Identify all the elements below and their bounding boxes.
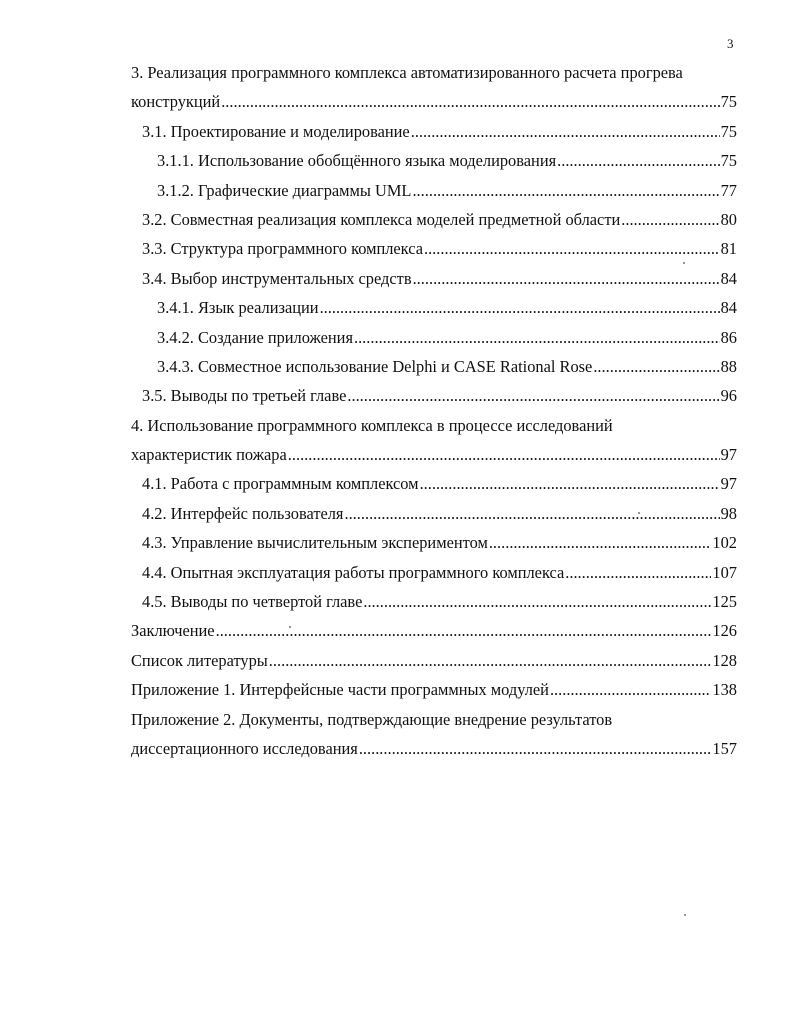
dot-leader bbox=[288, 440, 720, 469]
toc-entry-title: 4.5. Выводы по четвертой главе bbox=[142, 592, 363, 612]
toc-entry bbox=[131, 469, 737, 498]
toc-entry-page: 81 bbox=[720, 239, 737, 259]
toc-entry-page: 75 bbox=[720, 92, 737, 112]
toc-entry bbox=[131, 117, 737, 146]
page-number: 3 bbox=[727, 36, 734, 51]
dot-leader bbox=[216, 616, 712, 645]
dot-leader bbox=[550, 675, 711, 704]
toc-entry-title: 3.1.1. Использование обобщённого языка моделирования bbox=[157, 151, 557, 171]
dot-leader bbox=[411, 117, 720, 146]
toc-entry bbox=[131, 558, 737, 587]
toc-entry bbox=[131, 264, 737, 293]
toc-entry-page: 125 bbox=[712, 592, 737, 612]
dot-leader bbox=[320, 293, 720, 322]
toc-entry-title: 3.1.2. Графические диаграммы UML bbox=[157, 180, 412, 200]
toc-entry-page: 126 bbox=[712, 621, 737, 641]
toc-entry-title: Заключение bbox=[131, 621, 215, 641]
table-of-contents bbox=[131, 58, 737, 763]
toc-entry-title: конструкций bbox=[131, 92, 221, 112]
toc-entry-title: 4.3. Управление вычислительным экспериментом bbox=[142, 533, 488, 553]
toc-entry-title: Список литературы bbox=[131, 650, 268, 670]
dot-leader bbox=[412, 176, 719, 205]
toc-entry-page: 80 bbox=[720, 209, 737, 229]
toc-entry-page: 102 bbox=[712, 533, 737, 553]
toc-entry bbox=[131, 381, 737, 410]
toc-entry-page: 84 bbox=[720, 298, 737, 318]
dot-leader bbox=[354, 323, 720, 352]
toc-entry bbox=[131, 146, 737, 175]
dot-leader bbox=[557, 146, 719, 175]
toc-entry-page: 86 bbox=[720, 327, 737, 347]
dot-leader bbox=[221, 87, 719, 116]
dot-leader bbox=[359, 734, 712, 763]
toc-entry-title: 3. Реализация программного комплекса автоматизированного расчета прогрева bbox=[131, 63, 683, 82]
toc-entry-page: 128 bbox=[712, 650, 737, 670]
toc-entry-title: 4. Использование программного комплекса в процессе исследований bbox=[131, 415, 613, 435]
toc-entry-page: 97 bbox=[720, 445, 737, 465]
toc-entry bbox=[131, 176, 737, 205]
dot-leader bbox=[593, 352, 719, 381]
toc-entry-title: Приложение 1. Интерфейсные части программных модулей bbox=[131, 680, 549, 700]
toc-entry bbox=[131, 58, 737, 87]
toc-entry-title: 4.1. Работа с программным комплексом bbox=[142, 474, 419, 494]
toc-entry bbox=[131, 705, 737, 734]
toc-entry-page: 96 bbox=[720, 386, 737, 406]
toc-entry bbox=[131, 293, 737, 322]
toc-entry-page: 157 bbox=[712, 738, 737, 758]
toc-entry bbox=[131, 205, 737, 234]
toc-entry-title: 3.4.3. Совместное использование Delphi и CASE Rational Rose bbox=[157, 356, 593, 376]
dot-leader bbox=[420, 469, 720, 498]
toc-entry bbox=[131, 323, 737, 352]
scan-speck bbox=[683, 262, 685, 264]
toc-entry bbox=[131, 411, 737, 440]
toc-entry-title: диссертационного исследования bbox=[131, 738, 358, 758]
dot-leader bbox=[424, 234, 720, 263]
toc-entry-title: характеристик пожара bbox=[131, 445, 287, 465]
toc-entry-page: 97 bbox=[720, 474, 737, 494]
dot-leader bbox=[269, 646, 712, 675]
dot-leader bbox=[347, 381, 719, 410]
toc-entry bbox=[131, 528, 737, 557]
dot-leader bbox=[565, 558, 711, 587]
toc-entry-title: 3.4.2. Создание приложения bbox=[157, 327, 353, 347]
toc-entry-page: 75 bbox=[720, 151, 737, 171]
dot-leader bbox=[413, 264, 720, 293]
toc-entry bbox=[131, 734, 737, 763]
toc-entry-page: 88 bbox=[720, 356, 737, 376]
toc-entry bbox=[131, 675, 737, 704]
toc-entry-page: 107 bbox=[712, 562, 737, 582]
scan-speck bbox=[289, 626, 291, 628]
toc-entry bbox=[131, 499, 737, 528]
toc-entry-page: 75 bbox=[720, 121, 737, 141]
dot-leader bbox=[363, 587, 711, 616]
toc-entry-page: 77 bbox=[720, 180, 737, 200]
toc-entry-title: 3.5. Выводы по третьей главе bbox=[142, 386, 347, 406]
toc-entry-title: 3.4. Выбор инструментальных средств bbox=[142, 268, 412, 288]
toc-entry bbox=[131, 587, 737, 616]
toc-entry bbox=[131, 87, 737, 116]
toc-entry bbox=[131, 440, 737, 469]
dot-leader bbox=[621, 205, 719, 234]
toc-entry-title: 3.4.1. Язык реализации bbox=[157, 298, 319, 318]
toc-entry-title: 3.1. Проектирование и моделирование bbox=[142, 121, 410, 141]
scan-speck bbox=[684, 914, 686, 916]
toc-entry-title: 3.2. Совместная реализация комплекса моделей предметной области bbox=[142, 209, 621, 229]
scan-speck bbox=[638, 512, 640, 514]
toc-entry-page: 138 bbox=[712, 680, 737, 700]
dot-leader bbox=[344, 499, 719, 528]
toc-entry bbox=[131, 646, 737, 675]
toc-entry bbox=[131, 352, 737, 381]
toc-entry-title: 4.2. Интерфейс пользователя bbox=[142, 503, 344, 523]
toc-entry-title: 3.3. Структура программного комплекса bbox=[142, 239, 423, 259]
toc-entry bbox=[131, 616, 737, 645]
toc-entry-title: Приложение 2. Документы, подтверждающие внедрение результатов bbox=[131, 709, 613, 729]
toc-entry-title: 4.4. Опытная эксплуатация работы программного комплекса bbox=[142, 562, 565, 582]
dot-leader bbox=[489, 528, 712, 557]
toc-entry-page: 84 bbox=[720, 268, 737, 288]
toc-entry bbox=[131, 234, 737, 263]
toc-entry-page: 98 bbox=[720, 503, 737, 523]
